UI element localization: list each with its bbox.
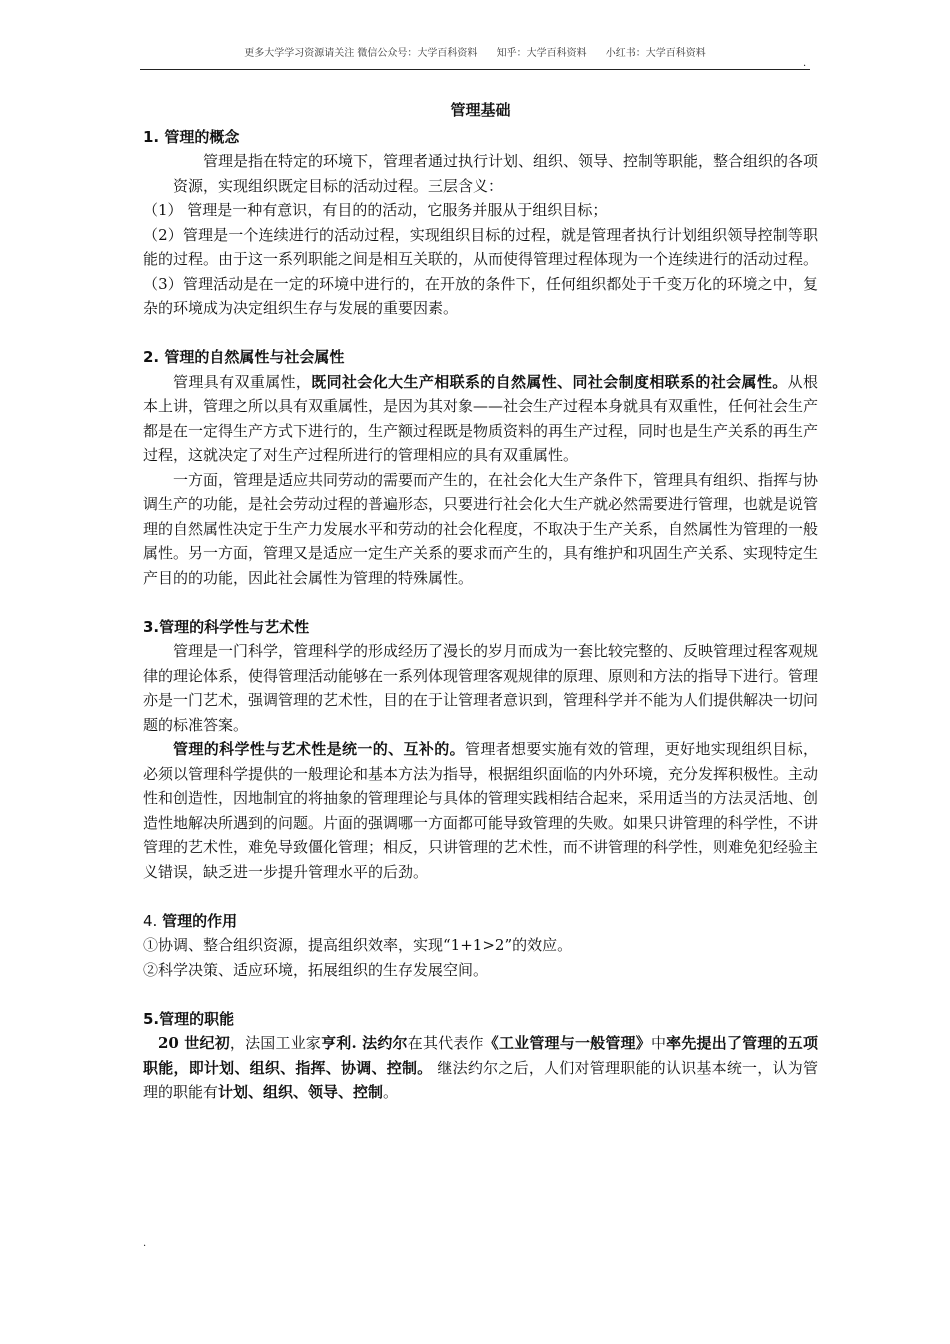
s5-run-3: 亨利. 法约尔 bbox=[321, 1034, 408, 1052]
s5-run-10: 。 bbox=[383, 1083, 399, 1101]
section-2-paragraph-2: 一方面，管理是适应共同劳动的需要而产生的，在社会化大生产条件下，管理具有组织、指挥与协调生产的功能，是社会劳动过程的普遍形态，只要进行社会化大生产就必然需要进行管理，也就是说管理的自然属性决定于生产力发展水平和劳动的社会化程度，不取决于生产关系，自然属性为管理的一般属性。另一方面，管理又是适应一定生产关系的要求而产生的，具有维护和巩固生产关系、实现特定生产目的的功能，因此社会属性为管理的特殊属性。 bbox=[143, 470, 819, 587]
page-header bbox=[140, 44, 810, 59]
section-2-paragraph-1 bbox=[143, 370, 818, 468]
document-body bbox=[143, 98, 818, 1105]
document-title: 管理基础 bbox=[450, 101, 511, 119]
s5-run-4: 在其代表作 bbox=[407, 1034, 484, 1052]
section-1-heading: 1. 管理的概念 bbox=[143, 127, 240, 146]
section-4-item-2: ②科学决策、适应环境，拓展组织的生存发展空间。 bbox=[143, 960, 489, 979]
section-1-point-3: （3）管理活动是在一定的环境中进行的，在开放的条件下，任何组织都处于千变万化的环境之中，复杂的环境成为决定组织生存与发展的重要因素。 bbox=[143, 274, 818, 317]
footer-dot: . bbox=[143, 1238, 147, 1249]
s3-bold-text: 管理的科学性与艺术性是统一的、互补的。 bbox=[173, 740, 465, 758]
header-xiaohongshu: 小红书：大学百科资料 bbox=[605, 48, 706, 59]
s5-run-1: 20 世纪初 bbox=[158, 1034, 230, 1052]
section-5-paragraph bbox=[143, 1031, 818, 1105]
section-4-item-1: ①协调、整合组织资源，提高组织效率，实现“1+1>2”的效应。 bbox=[143, 936, 573, 954]
section-2-heading: 2. 管理的自然属性与社会属性 bbox=[143, 348, 345, 366]
section-5-heading: 5.管理的职能 bbox=[143, 1009, 235, 1028]
s3-text-b: 管理者想要实施有效的管理，更好地实现组织目标，必须以管理科学提供的一般理论和基本方法为指导，根据组织面临的内外环境，充分发挥积极性。主动性和创造性，因地制宜的将抽象的管理理论与具体的管理实践相结合起来，采用适当的方法灵活地、创造性地解决所遇到的问题。片面的强调哪一方面都可能导致管理的失败。如果只讲管理的科学性，不讲管理的艺术性，难免导致僵化管理；相反，只讲管理的艺术性，而不讲管理的科学性，则难免犯经验主义错误，缺乏进一步提升管理水平的后劲。 bbox=[143, 740, 819, 881]
s5-run-9: 计划、组织、领导、控制 bbox=[218, 1083, 384, 1101]
header-rule bbox=[140, 69, 810, 70]
s2-text-c: 从根本上讲，管理之所以具有双重属性，是因为其对象——社会生产过程本身就具有双重性，任何社会生产都是在一定得生产方式下进行的，生产额过程既是物质资料的再生产过程，同时也是生产关系的再生产过程，这就决定了对生产过程所进行的管理相应的具有双重属性。 bbox=[143, 372, 819, 464]
s4-heading-num: 4. bbox=[143, 911, 163, 930]
s5-run-5: 《工业管理与一般管理》 bbox=[483, 1034, 651, 1052]
s2-text-a: 管理具有双重属性， bbox=[173, 372, 312, 391]
s5-run-7: 率先提出了管理的五项职能，即计划、组织、指挥、协调、控制。 bbox=[143, 1034, 818, 1077]
s4-heading-text: 管理的作用 bbox=[162, 911, 238, 930]
s5-run-6: 中 bbox=[650, 1034, 667, 1052]
section-4-heading bbox=[143, 909, 818, 934]
header-zhihu: 知乎：大学百科资料 bbox=[496, 48, 587, 59]
s2-bold-text: 既同社会化大生产相联系的自然属性、同社会制度相联系的社会属性。 bbox=[311, 372, 788, 391]
section-1-point-2: （2）管理是一个连续进行的活动过程，实现组织目标的过程，就是管理者执行计划组织领导控制等职能的过程。由于这一系列职能之间是相互关联的，从而使得管理过程体现为一个连续进行的活动过程。 bbox=[143, 225, 819, 268]
section-3-paragraph-2 bbox=[143, 737, 818, 884]
s5-run-2: ，法国工业家 bbox=[229, 1034, 322, 1052]
section-3-paragraph-1: 管理是一门科学，管理科学的形成经历了漫长的岁月而成为一套比较完整的、反映管理过程客观规律的理论体系，使得管理活动能够在一系列体现管理客观规律的原理、原则和方法的指导下进行。管理亦是一门艺术，强调管理的艺术性，目的在于让管理者意识到，管理科学并不能为人们提供解决一切问题的标准答案。 bbox=[143, 642, 819, 734]
header-wechat: 更多大学学习资源请关注 微信公众号：大学百科资料 bbox=[244, 48, 478, 59]
header-dot: . bbox=[803, 58, 807, 69]
section-1-intro: 管理是指在特定的环境下，管理者通过执行计划、组织、领导、控制等职能，整合组织的各项资源，实现组织既定目标的活动过程。三层含义： bbox=[173, 152, 819, 195]
section-3-heading: 3.管理的科学性与艺术性 bbox=[143, 617, 310, 636]
section-1-point-1: （1） 管理是一种有意识，有目的的活动，它服务并服从于组织目标； bbox=[143, 201, 608, 219]
s5-run-8: 继法约尔之后，人们对管理职能的认识基本统一，认为管理的职能有 bbox=[143, 1058, 818, 1101]
